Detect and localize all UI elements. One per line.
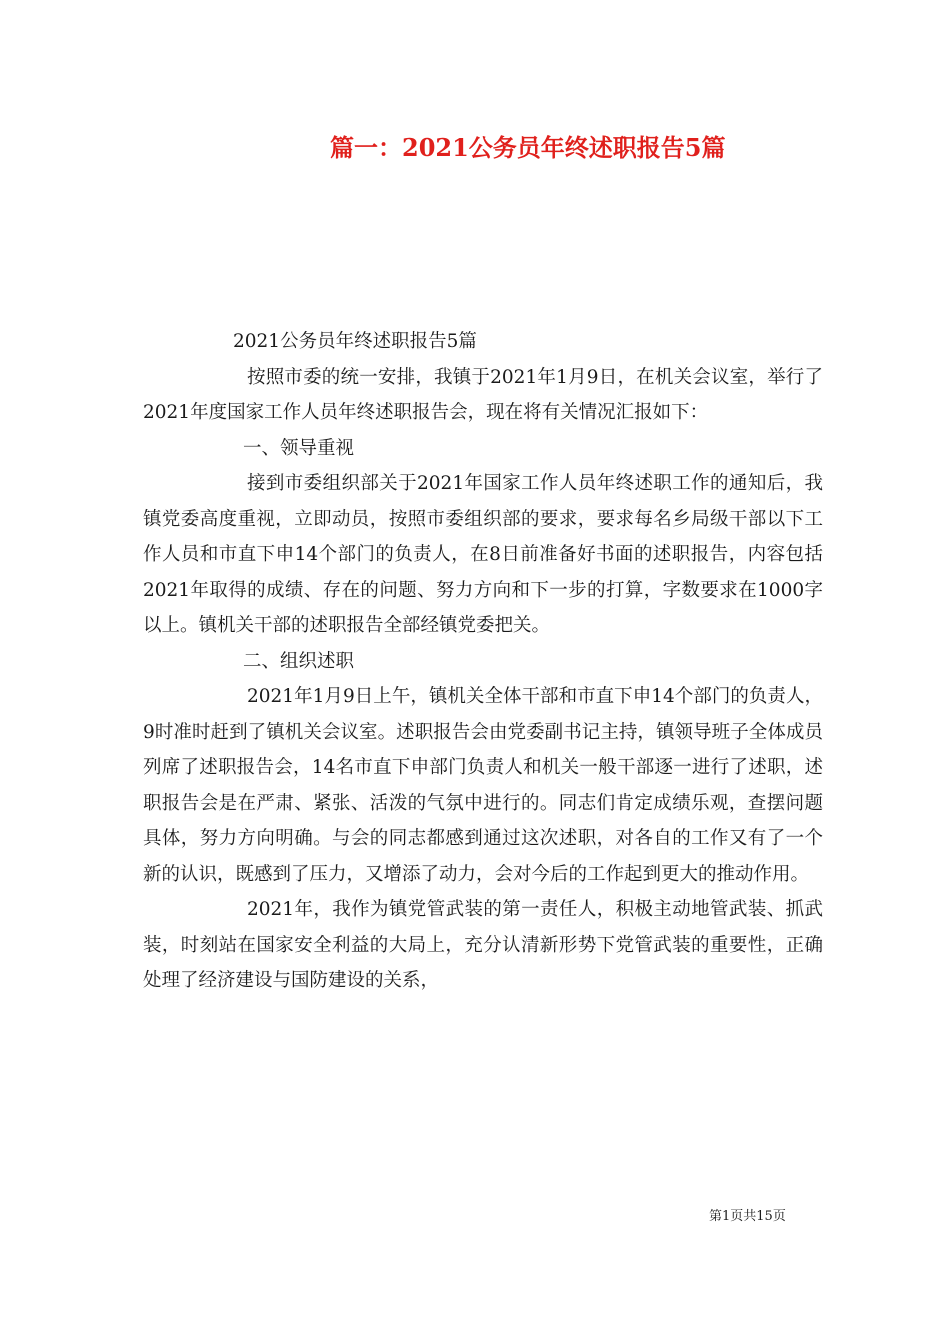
section-heading: 一、领导重视 bbox=[243, 437, 355, 459]
body-paragraph: 接到市委组织部关于2021年国家工作人员年终述职工作的通知后，我镇党委高度重视，立即动员，按照市委组织部的要求，要求每名乡局级干部以下工作人员和市直下申14个部门的负责人，在8日前准备好书面的述职报告，内容包括2021年取得的成绩、存在的问题、努力方向和下一步的打算，字数要求在1000字以上。镇机关干部的述职报告全部经镇党委把关。 bbox=[143, 473, 823, 636]
body-paragraph: 按照市委的统一安排，我镇于2021年1月9日，在机关会议室，举行了2021年度国家工作人员年终述职报告会，现在将有关情况汇报如下： bbox=[143, 366, 823, 423]
section-heading: 二、组织述职 bbox=[243, 650, 355, 672]
page-number: 第1页共15页 bbox=[709, 1209, 786, 1224]
document-title: 篇一：2021公务员年终述职报告5篇 bbox=[330, 133, 726, 162]
document-body bbox=[143, 324, 823, 999]
body-paragraph: 2021年1月9日上午，镇机关全体干部和市直下申14个部门的负责人，9时准时赶到了镇机关会议室。述职报告会由党委副书记主持，镇领导班子全体成员列席了述职报告会，14名市直下申部门负责人和机关一般干部逐一进行了述职，述职报告会是在严肃、紧张、活泼的气氛中进行的。同志们肯定成绩乐观，查摆问题具体，努力方向明确。与会的同志都感到通过这次述职，对各自的工作又有了一个新的认识，既感到了压力，又增添了动力，会对今后的工作起到更大的推动作用。 bbox=[143, 686, 823, 885]
document-subtitle: 2021公务员年终述职报告5篇 bbox=[233, 331, 477, 352]
body-paragraph: 2021年，我作为镇党管武装的第一责任人，积极主动地管武装、抓武装，时刻站在国家安全利益的大局上，充分认清新形势下党管武装的重要性，正确处理了经济建设与国防建设的关系， bbox=[143, 899, 823, 991]
